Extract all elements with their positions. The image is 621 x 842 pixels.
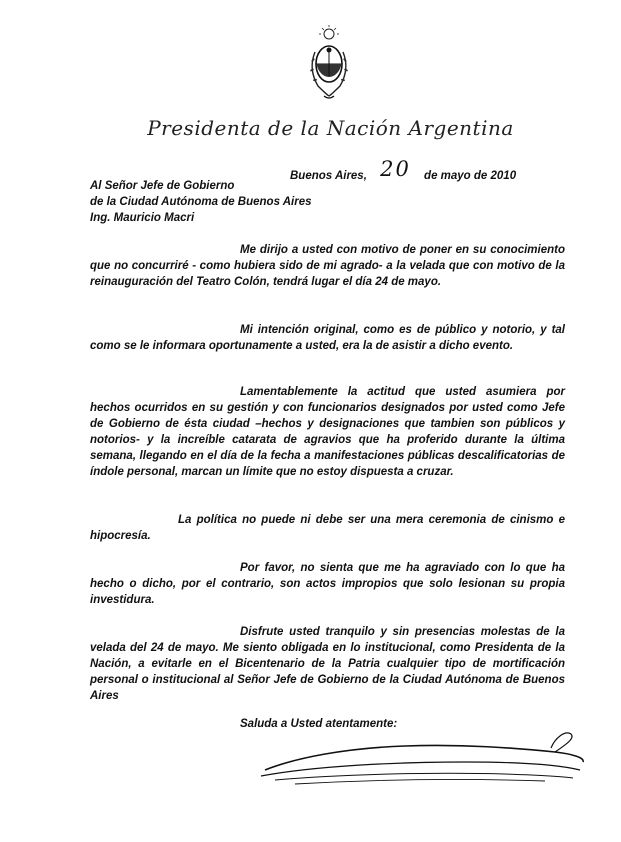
paragraph: Por favor, no sienta que me ha agraviado con lo que ha hecho o dicho, por el contrario, son actos impropios que solo lesionan su propia investidura. bbox=[90, 562, 565, 606]
handwritten-signature bbox=[255, 718, 590, 790]
addressee-line: Ing. Mauricio Macri bbox=[90, 212, 195, 224]
coat-of-arms-icon bbox=[306, 24, 352, 104]
addressee-line: Al Señor Jefe de Gobierno bbox=[90, 180, 235, 192]
dateline bbox=[290, 157, 517, 184]
addressee-line: de la Ciudad Autónoma de Buenos Aires bbox=[90, 196, 312, 208]
dateline-day: 20 bbox=[380, 157, 411, 181]
letterhead-title: Presidenta de la Nación Argentina bbox=[147, 116, 514, 140]
paragraph: Mi intención original, como es de público y notorio, y tal como se le informara oportunamente a usted, era la de asistir a dicho evento. bbox=[90, 324, 565, 352]
paragraph: La política no puede ni debe ser una mera ceremonia de cinismo e hipocresía. bbox=[90, 514, 565, 542]
paragraph: Me dirijo a usted con motivo de poner en su conocimiento que no concurriré - como hubiera sido de mi agrado- a la velada que con motivo de la reinauguración del Teatro Colón, tendrá lugar el día 24 de mayo. bbox=[90, 244, 565, 288]
closing-salutation: Saluda a Usted atentamente: bbox=[240, 718, 398, 730]
dateline-city: Buenos Aires, bbox=[290, 170, 367, 182]
paragraph: Lamentablemente la actitud que usted asumiera por hechos ocurridos en su gestión y con funcionarios designados por usted como Jefe de Gobierno de ésta ciudad –hechos y designaciones que tambien son públicos y notorios- y la increíble catarata de agravios que ha proferido durante la última semana, llegando en el día de la fecha a manifestaciones públicas descalificatorias de índole personal, marcan un límite que no estoy dispuesta a cruzar. bbox=[90, 386, 565, 478]
dateline-month-year: de mayo de 2010 bbox=[424, 170, 517, 182]
paragraph: Disfrute usted tranquilo y sin presencias molestas de la velada del 24 de mayo. Me siento obligada en lo institucional, como Presidenta de la Nación, a evitarle en el Bicentenario de la Patria cualquier tipo de mortificación personal o institucional al Señor Jefe de Gobierno de la Ciudad Autónoma de Buenos Aires bbox=[90, 626, 565, 702]
